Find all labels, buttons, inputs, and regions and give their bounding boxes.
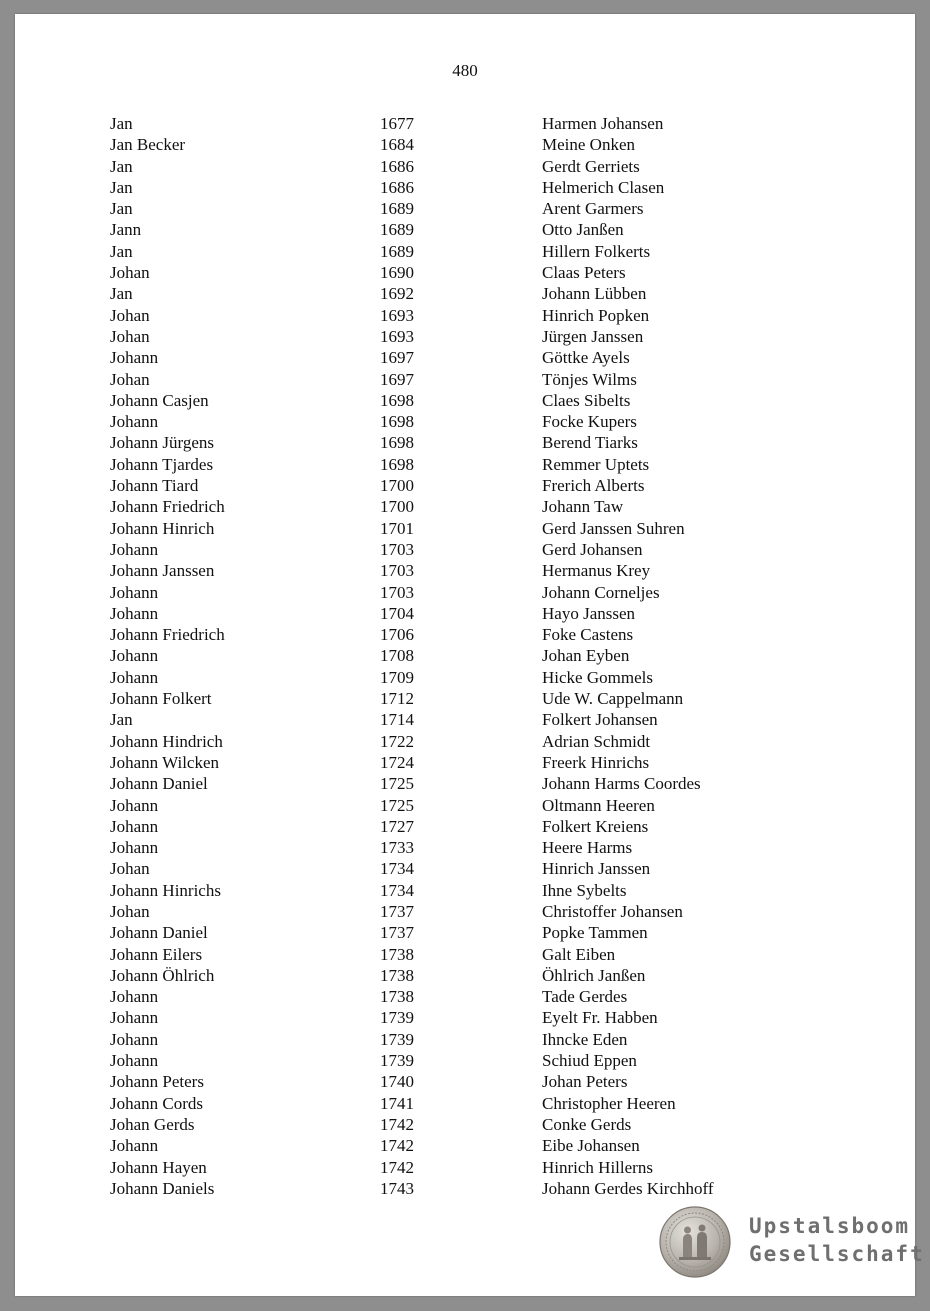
year: 1742 — [380, 1136, 414, 1156]
given-name: Johann — [110, 838, 159, 858]
given-name: Johann Hindrich — [110, 731, 223, 751]
related-name: Johann Taw — [542, 497, 624, 517]
year: 1689 — [380, 241, 414, 261]
list-item — [15, 922, 915, 943]
given-name: Jan — [110, 156, 133, 176]
given-name: Johann — [110, 1136, 159, 1156]
given-name: Johann — [110, 1051, 159, 1071]
list-item — [15, 369, 915, 390]
given-name: Johann Hinrichs — [110, 880, 221, 900]
related-name: Remmer Uptets — [542, 454, 650, 474]
year: 1689 — [380, 199, 414, 219]
year: 1725 — [380, 774, 414, 794]
given-name: Johann — [110, 667, 159, 687]
related-name: Helmerich Clasen — [542, 177, 665, 197]
year: 1701 — [380, 518, 414, 538]
list-item — [15, 411, 915, 432]
year: 1738 — [380, 944, 414, 964]
given-name: Johann Tiard — [110, 476, 199, 496]
given-name: Johann — [110, 539, 159, 559]
related-name: Johan Peters — [542, 1072, 628, 1092]
related-name: Christoffer Johansen — [542, 901, 683, 921]
given-name: Johann — [110, 348, 159, 368]
list-item — [15, 582, 915, 603]
list-item — [15, 752, 915, 773]
society-logo — [659, 1206, 925, 1282]
given-name: Johann Casjen — [110, 390, 209, 410]
related-name: Gerdt Gerriets — [542, 156, 640, 176]
year: 1742 — [380, 1157, 414, 1177]
given-name: Jan — [110, 241, 133, 261]
related-name: Focke Kupers — [542, 412, 637, 432]
list-item — [15, 986, 915, 1007]
year: 1739 — [380, 1029, 414, 1049]
related-name: Foke Castens — [542, 625, 634, 645]
given-name: Jan — [110, 710, 133, 730]
given-name: Johann — [110, 816, 159, 836]
year: 1738 — [380, 987, 414, 1007]
year: 1697 — [380, 369, 414, 389]
list-item — [15, 219, 915, 240]
related-name: Tade Gerdes — [542, 987, 628, 1007]
year: 1733 — [380, 838, 414, 858]
list-item — [15, 539, 915, 560]
related-name: Johan Eyben — [542, 646, 630, 666]
list-item — [15, 326, 915, 347]
year: 1741 — [380, 1093, 414, 1113]
record-list — [15, 113, 915, 1199]
year: 1692 — [380, 284, 414, 304]
year: 1697 — [380, 348, 414, 368]
related-name: Eibe Johansen — [542, 1136, 640, 1156]
year: 1686 — [380, 156, 414, 176]
given-name: Jan Becker — [110, 135, 186, 155]
related-name: Ude W. Cappelmann — [542, 689, 684, 709]
related-name: Adrian Schmidt — [542, 731, 651, 751]
year: 1703 — [380, 539, 414, 559]
given-name: Jan — [110, 284, 133, 304]
given-name: Jan — [110, 114, 133, 133]
related-name: Popke Tammen — [542, 923, 648, 943]
given-name: Johann Tjardes — [110, 454, 214, 474]
logo-wordmark — [749, 1212, 925, 1268]
related-name: Hillern Folkerts — [542, 241, 651, 261]
list-item — [15, 156, 915, 177]
year: 1698 — [380, 454, 414, 474]
year: 1698 — [380, 412, 414, 432]
given-name: Johann Friedrich — [110, 497, 225, 517]
list-item — [15, 177, 915, 198]
list-item — [15, 965, 915, 986]
related-name: Folkert Kreiens — [542, 816, 649, 836]
related-name: Göttke Ayels — [542, 348, 630, 368]
related-name: Hermanus Krey — [542, 561, 651, 581]
list-item — [15, 880, 915, 901]
year: 1739 — [380, 1008, 414, 1028]
year: 1708 — [380, 646, 414, 666]
year: 1698 — [380, 390, 414, 410]
year: 1700 — [380, 476, 414, 496]
year: 1739 — [380, 1051, 414, 1071]
year: 1709 — [380, 667, 414, 687]
list-item — [15, 347, 915, 368]
list-item — [15, 390, 915, 411]
list-item — [15, 198, 915, 219]
given-name: Johann Friedrich — [110, 625, 225, 645]
given-name: Johann Janssen — [110, 561, 215, 581]
related-name: Claas Peters — [542, 263, 626, 283]
list-item — [15, 113, 915, 134]
list-item — [15, 454, 915, 475]
list-item — [15, 134, 915, 155]
year: 1743 — [380, 1178, 414, 1198]
given-name: Johann Peters — [110, 1072, 204, 1092]
list-item — [15, 1071, 915, 1092]
related-name: Hayo Janssen — [542, 603, 636, 623]
list-item — [15, 496, 915, 517]
given-name: Johann Daniels — [110, 1178, 215, 1198]
page-number: 480 — [452, 61, 478, 80]
year: 1714 — [380, 710, 414, 730]
list-item — [15, 645, 915, 666]
related-name: Johann Harms Coordes — [542, 774, 701, 794]
list-item — [15, 1135, 915, 1156]
related-name: Conke Gerds — [542, 1114, 632, 1134]
year: 1725 — [380, 795, 414, 815]
related-name: Gerd Johansen — [542, 539, 643, 559]
logo-line-2: Gesellschaft — [749, 1242, 925, 1266]
given-name: Johan — [110, 901, 150, 921]
given-name: Johann Cords — [110, 1093, 204, 1113]
related-name: Johann Lübben — [542, 284, 647, 304]
year: 1737 — [380, 901, 414, 921]
list-item — [15, 603, 915, 624]
given-name: Johann Daniel — [110, 923, 208, 943]
related-name: Ihncke Eden — [542, 1029, 628, 1049]
list-item — [15, 283, 915, 304]
list-item — [15, 475, 915, 496]
related-name: Johann Gerdes Kirchhoff — [542, 1178, 714, 1198]
given-name: Johan Gerds — [110, 1114, 195, 1134]
list-item — [15, 944, 915, 965]
year: 1686 — [380, 177, 414, 197]
related-name: Hinrich Popken — [542, 305, 650, 325]
related-name: Hinrich Hillerns — [542, 1157, 653, 1177]
given-name: Johann Hinrich — [110, 518, 215, 538]
year: 1700 — [380, 497, 414, 517]
list-item — [15, 1157, 915, 1178]
related-name: Öhlrich Janßen — [542, 965, 646, 985]
year: 1738 — [380, 965, 414, 985]
related-name: Freerk Hinrichs — [542, 752, 650, 772]
year: 1703 — [380, 582, 414, 602]
related-name: Gerd Janssen Suhren — [542, 518, 685, 538]
related-name: Johann Corneljes — [542, 582, 660, 602]
given-name: Johann Eilers — [110, 944, 203, 964]
year: 1703 — [380, 561, 414, 581]
given-name: Johann — [110, 795, 159, 815]
related-name: Hicke Gommels — [542, 667, 653, 687]
given-name: Johann Daniel — [110, 774, 208, 794]
list-item — [15, 1114, 915, 1135]
year: 1684 — [380, 135, 414, 155]
year: 1734 — [380, 880, 414, 900]
related-name: Otto Janßen — [542, 220, 624, 240]
given-name: Johann Öhlrich — [110, 965, 215, 985]
list-item — [15, 816, 915, 837]
year: 1698 — [380, 433, 414, 453]
year: 1734 — [380, 859, 414, 879]
list-item — [15, 305, 915, 326]
given-name: Johann — [110, 582, 159, 602]
related-name: Frerich Alberts — [542, 476, 645, 496]
list-item — [15, 731, 915, 752]
year: 1693 — [380, 326, 414, 346]
year: 1690 — [380, 263, 414, 283]
list-item — [15, 709, 915, 730]
related-name: Meine Onken — [542, 135, 636, 155]
list-item — [15, 624, 915, 645]
related-name: Oltmann Heeren — [542, 795, 655, 815]
list-item — [15, 858, 915, 879]
given-name: Johan — [110, 305, 150, 325]
list-item — [15, 1029, 915, 1050]
related-name: Eyelt Fr. Habben — [542, 1008, 658, 1028]
list-item — [15, 773, 915, 794]
list-item — [15, 901, 915, 922]
related-name: Tönjes Wilms — [542, 369, 637, 389]
logo-line-1: Upstalsboom — [749, 1214, 911, 1238]
given-name: Johan — [110, 859, 150, 879]
given-name: Johan — [110, 326, 150, 346]
given-name: Johann Hayen — [110, 1157, 207, 1177]
year: 1677 — [380, 114, 414, 133]
given-name: Johann — [110, 646, 159, 666]
year: 1704 — [380, 603, 414, 623]
related-name: Heere Harms — [542, 838, 633, 858]
list-item — [15, 1178, 915, 1199]
year: 1693 — [380, 305, 414, 325]
list-item — [15, 795, 915, 816]
year: 1727 — [380, 816, 414, 836]
related-name: Folkert Johansen — [542, 710, 658, 730]
year: 1737 — [380, 923, 414, 943]
given-name: Johann — [110, 1029, 159, 1049]
given-name: Johann Folkert — [110, 689, 212, 709]
seal-icon — [659, 1206, 731, 1278]
given-name: Johan — [110, 263, 150, 283]
year: 1742 — [380, 1114, 414, 1134]
given-name: Johann — [110, 987, 159, 1007]
list-item — [15, 518, 915, 539]
year: 1722 — [380, 731, 414, 751]
given-name: Johann Wilcken — [110, 752, 220, 772]
given-name: Jan — [110, 199, 133, 219]
year: 1712 — [380, 689, 414, 709]
year: 1724 — [380, 752, 414, 772]
related-name: Arent Garmers — [542, 199, 644, 219]
list-item — [15, 1093, 915, 1114]
list-item — [15, 432, 915, 453]
given-name: Johan — [110, 369, 150, 389]
year: 1689 — [380, 220, 414, 240]
year: 1740 — [380, 1072, 414, 1092]
given-name: Johann Jürgens — [110, 433, 215, 453]
list-item — [15, 1050, 915, 1071]
related-name: Jürgen Janssen — [542, 326, 644, 346]
list-item — [15, 837, 915, 858]
related-name: Berend Tiarks — [542, 433, 638, 453]
list-item — [15, 688, 915, 709]
given-name: Johann — [110, 603, 159, 623]
given-name: Jan — [110, 177, 133, 197]
document-page — [15, 14, 925, 1296]
related-name: Hinrich Janssen — [542, 859, 651, 879]
list-item — [15, 262, 915, 283]
given-name: Johann — [110, 412, 159, 432]
related-name: Schiud Eppen — [542, 1051, 637, 1071]
year: 1706 — [380, 625, 414, 645]
related-name: Claes Sibelts — [542, 390, 631, 410]
list-item — [15, 241, 915, 262]
list-item — [15, 667, 915, 688]
related-name: Ihne Sybelts — [542, 880, 627, 900]
related-name: Harmen Johansen — [542, 114, 664, 133]
related-name: Christopher Heeren — [542, 1093, 676, 1113]
list-item — [15, 560, 915, 581]
list-item — [15, 1007, 915, 1028]
given-name: Jann — [110, 220, 142, 240]
related-name: Galt Eiben — [542, 944, 616, 964]
given-name: Johann — [110, 1008, 159, 1028]
